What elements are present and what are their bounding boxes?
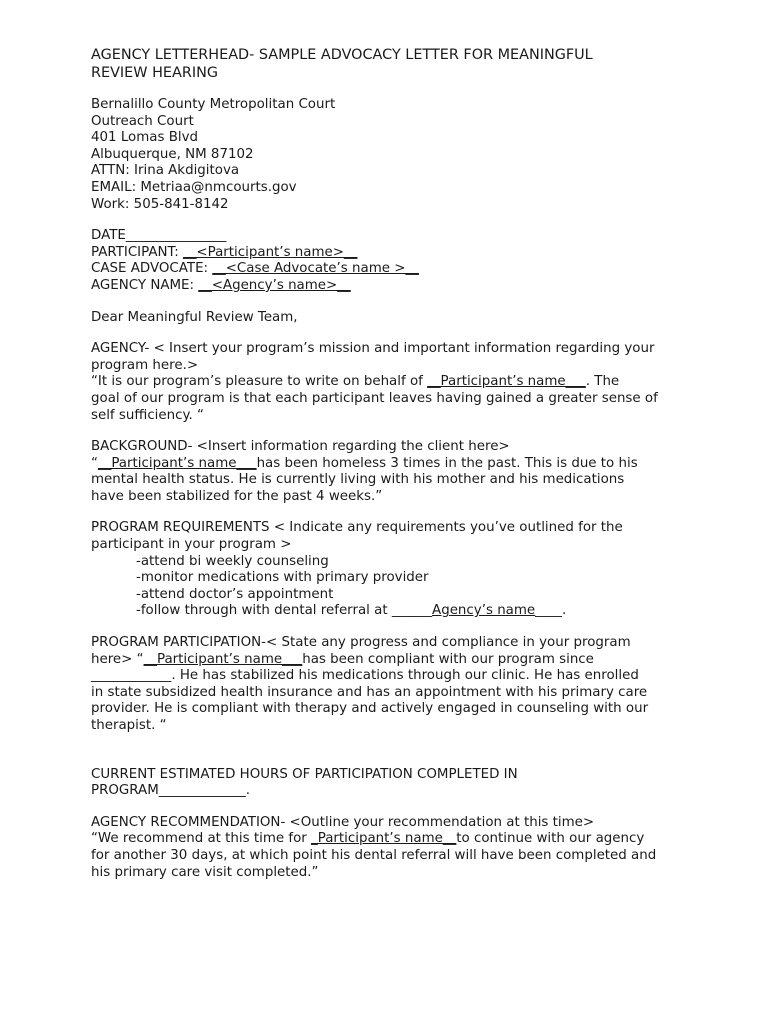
requirements-line-1: PROGRAM REQUIREMENTS < Indicate any requirements you’ve outlined for the [91,520,623,536]
agency-quote-post: . The [585,374,620,390]
participation-pre: here> “ [91,651,144,667]
participation-line-5: provider. He is compliant with therapy and actively engaged in counseling with our [91,701,649,717]
address-line: 401 Lomas Blvd [91,130,199,146]
address-line: Work: 505-841-8142 [91,196,229,212]
recommendation-section [91,815,691,881]
background-line-3: mental health status. He is currently living with his mother and his medications [91,472,625,488]
address-line: Outreach Court [91,113,194,129]
agency-line-5: self sufficiency. “ [91,407,204,423]
address-line: ATTN: Irina Akdigitova [91,163,240,179]
agency-section [91,341,691,424]
background-line-1: BACKGROUND- <Insert information regarding the client here> [91,439,510,455]
address-block [91,97,691,213]
hours-line-1: CURRENT ESTIMATED HOURS OF PARTICIPATION COMPLETED IN [91,766,518,782]
participation-line-2 [91,652,691,669]
agency-name-placeholder: Agency’s name [432,603,536,619]
participation-line-6: therapist. “ [91,718,167,733]
participant-value: __<Participant’s name>__ [183,244,358,260]
salutation: Dear Meaningful Review Team, [91,309,298,325]
requirement-item: -attend doctor’s appointment [136,586,334,602]
agency-line-2: program here.> [91,357,199,373]
participant-name-placeholder: __Participant’s name___ [97,455,257,471]
address-line: Albuquerque, NM 87102 [91,146,254,162]
recommendation-line-2 [91,831,691,848]
background-line-4: have been stabilized for the past 4 weeks.” [91,488,383,504]
hours-line-2: PROGRAM_____________. [91,783,251,799]
agency-value: __<Agency’s name>__ [198,277,351,293]
agency-quote-pre: “It is our program’s pleasure to write on behalf of [91,374,428,390]
fields-block [91,228,691,294]
participation-section [91,635,691,735]
recommendation-line-3: for another 30 days, at which point his dental referral will have been completed and [91,847,657,863]
requirement-post: ____. [535,603,567,619]
recommendation-line-4: his primary care visit completed.” [91,864,319,880]
participant-field [91,245,691,262]
recommendation-pre: “We recommend at this time for [91,831,312,847]
recommendation-post: to continue with our agency [456,831,645,847]
agency-label: AGENCY NAME: [91,277,199,293]
agency-line-4: goal of our program is that each participant leaves having gained a greater sense of [91,390,658,406]
title-line-2: REVIEW HEARING [91,65,218,81]
requirements-section [91,520,691,620]
letter-title [91,46,691,82]
recommendation-line-1: AGENCY RECOMMENDATION- <Outline your recommendation at this time> [91,814,595,830]
requirement-item [91,603,691,620]
title-line-1: AGENCY LETTERHEAD- SAMPLE ADVOCACY LETTER FOR MEANINGFUL [91,47,593,63]
hours-section [91,767,691,800]
requirement-item: -monitor medications with primary provider [136,570,429,586]
date-field [91,228,691,245]
participant-name-placeholder: __Participant’s name___ [427,374,586,390]
participant-name-placeholder: __Participant’s name___ [143,651,303,667]
background-section [91,439,691,505]
advocate-label: CASE ADVOCATE: [91,261,213,277]
date-blank: _______________ [125,228,227,244]
participant-label: PARTICIPANT: [91,244,184,260]
quote-open: “ [91,455,98,471]
address-line: EMAIL: Metriaa@nmcourts.gov [91,179,297,195]
requirements-line-2: participant in your program > [91,537,292,553]
date-label: DATE [91,228,126,244]
background-rest: has been homeless 3 times in the past. This is due to his [256,455,638,471]
participation-line-4: in state subsidized health insurance and has an appointment with his primary care [91,684,648,700]
agency-quote-line [91,374,691,391]
participation-post: has been compliant with our program since [302,651,594,667]
address-line: Bernalillo County Metropolitan Court [91,97,336,112]
participation-line-3: ____________. He has stabilized his medications through our clinic. He has enrolled [91,668,639,684]
advocate-field [91,261,691,278]
requirement-item: -attend bi weekly counseling [136,553,329,569]
agency-field [91,278,691,295]
letter-body [91,46,691,881]
background-line-2 [91,456,691,473]
requirement-pre: -follow through with dental referral at ______ [136,603,433,619]
agency-line-1: AGENCY- < Insert your program’s mission and important information regarding your [91,341,655,357]
advocate-value: __<Case Advocate’s name >__ [212,261,419,277]
participant-name-placeholder: _Participant’s name__ [311,831,457,847]
participation-line-1: PROGRAM PARTICIPATION-< State any progress and compliance in your program [91,635,631,651]
